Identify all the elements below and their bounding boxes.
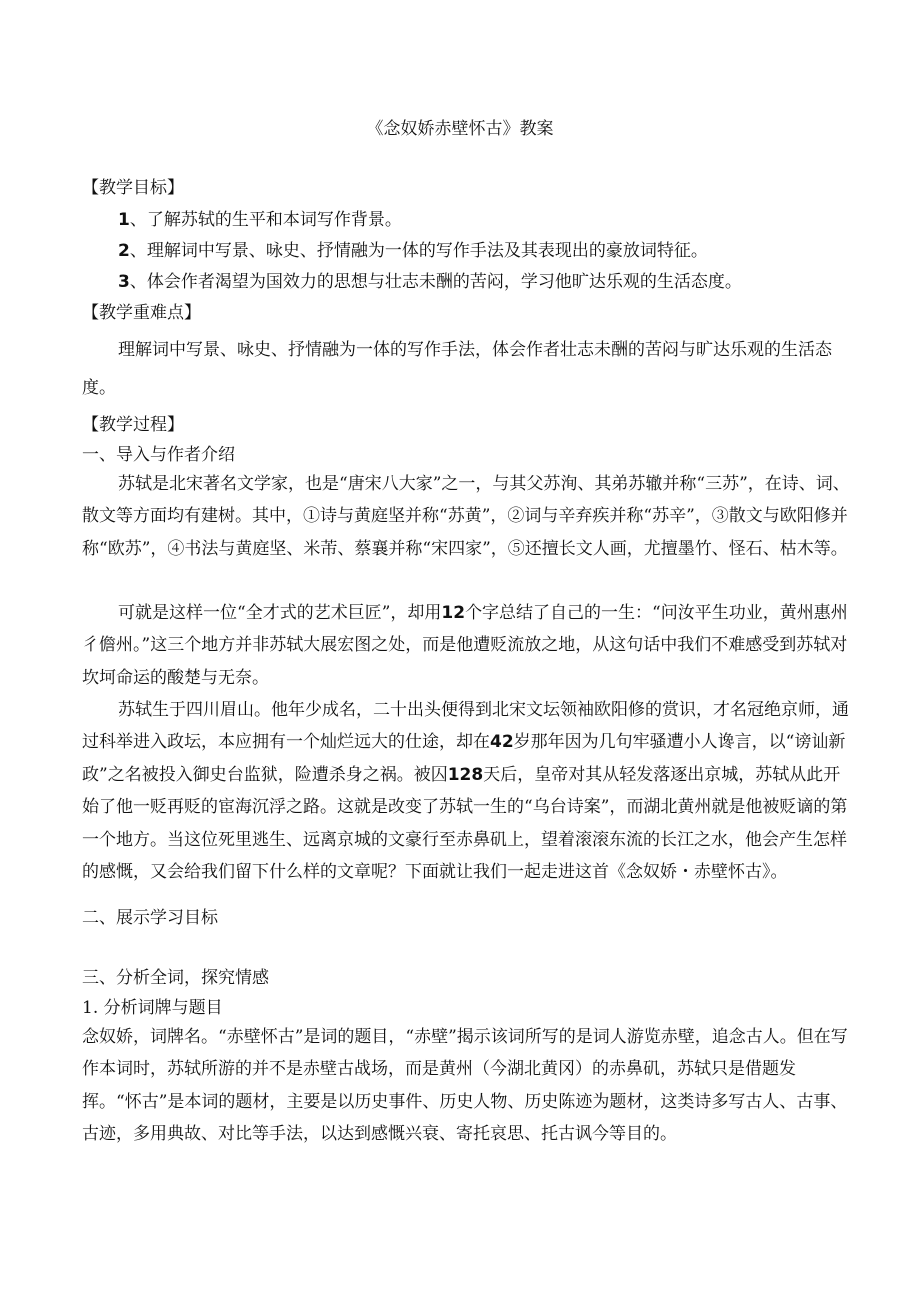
section-1-paragraph-2 bbox=[82, 597, 854, 694]
key-points-heading: 【教学重难点】 bbox=[82, 303, 201, 323]
paragraph-text: 苏轼生于四川眉山。他年少成名，二十出头便得到北宋文坛领袖欧阳修的赏识，才名冠绝京师，通过科举进入政坛，本应拥有一个灿烂远大的仕途，却在 bbox=[82, 700, 849, 753]
objective-number: 3 bbox=[118, 272, 130, 292]
section-3-paragraph-1: 念奴娇，词牌名。“赤壁怀古”是词的题目，“赤壁”揭示该词所写的是词人游览赤壁，追念古人。但在写作本词时，苏轼所游的并不是赤壁古战场，而是黄州（今湖北黄冈）的赤鼻矶，苏轼只是借题发挥。“怀古”是本词的题材，主要是以历史事件、历史人物、历史陈迹为题材，这类诗多写古人、古事、古迹，多用典故、对比等手法，以达到感慨兴衰、寄托哀思、托古讽今等目的。 bbox=[82, 1027, 848, 1145]
document-title: 《念奴娇赤壁怀古》教案 bbox=[366, 119, 554, 139]
paragraph-number: 128 bbox=[447, 764, 484, 785]
objective-text: 、理解词中写景、咏史、抒情融为一体的写作手法及其表现出的豪放词特征。 bbox=[129, 241, 708, 261]
objective-item-1 bbox=[118, 208, 878, 232]
section-1-paragraph-3 bbox=[82, 694, 854, 888]
section-2-title: 二、展示学习目标 bbox=[82, 908, 218, 928]
paragraph-text: 岁那年因为几句牢骚遭小人谗言，以“谤讪新政”之名被投入御史台监狱，险遭杀身之祸。被囚 bbox=[82, 732, 846, 785]
section-1-title: 一、导入与作者介绍 bbox=[82, 445, 235, 465]
objective-text: 、了解苏轼的生平和本词写作背景。 bbox=[129, 210, 402, 230]
objective-number: 2 bbox=[118, 241, 130, 261]
objective-item-2 bbox=[118, 239, 878, 263]
paragraph-number: 12 bbox=[441, 603, 466, 623]
section-3-title: 三、分析全词，探究情感 bbox=[82, 968, 269, 988]
paragraph-text: 天后，皇帝对其从轻发落逐出京城，苏轼从此开始了他一贬再贬的宦海沉浮之路。这就是改变了苏轼一生的“乌台诗案”，而湖北黄州就是他被贬谪的第一个地方。当这位死里逃生、远离京城的文豪行至赤鼻矶上，望着滚滚东流的长江之水，他会产生怎样的感慨，又会给我们留下什么样的文章呢？下面就让我们一起走进这首《念奴娇・赤壁怀古》。 bbox=[82, 764, 848, 883]
objective-number: 1 bbox=[118, 210, 130, 230]
key-points-text: 理解词中写景、咏史、抒情融为一体的写作手法，体会作者壮志未酬的苦闷与旷达乐观的生活态度。 bbox=[82, 340, 832, 398]
section-1-paragraph-1: 苏轼是北宋著名文学家，也是“唐宋八大家”之一，与其父苏洵、其弟苏辙并称“三苏”，在诗、词、散文等方面均有建树。其中，①诗与黄庭坚并称“苏黄”，②词与辛弃疾并称“苏辛”，③散文与欧阳修并称“欧苏”，④书法与黄庭坚、米芾、蔡襄并称“宋四家”，⑤还擅长文人画，尤擅墨竹、怪石、枯木等。 bbox=[82, 474, 850, 559]
section-3-subheading: 1. 分析词牌与题目 bbox=[82, 998, 223, 1018]
objectives-heading: 【教学目标】 bbox=[82, 178, 184, 198]
objective-item-3 bbox=[118, 270, 878, 294]
paragraph-number: 42 bbox=[490, 732, 514, 753]
process-heading: 【教学过程】 bbox=[82, 415, 184, 435]
paragraph-text: 可就是这样一位“全才式的艺术巨匠”，却用 bbox=[118, 603, 442, 623]
paragraph-text: 个字总结了自己的一生：“问汝平生功业，黄州惠州彳儋州。”这三个地方并非苏轼大展宏图之处，而是他遭贬流放之地，从这句话中我们不难感受到苏轼对坎坷命运的酸楚与无奈。 bbox=[82, 603, 848, 688]
objective-text: 、体会作者渴望为国效力的思想与壮志未酬的苦闷，学习他旷达乐观的生活态度。 bbox=[129, 272, 742, 292]
